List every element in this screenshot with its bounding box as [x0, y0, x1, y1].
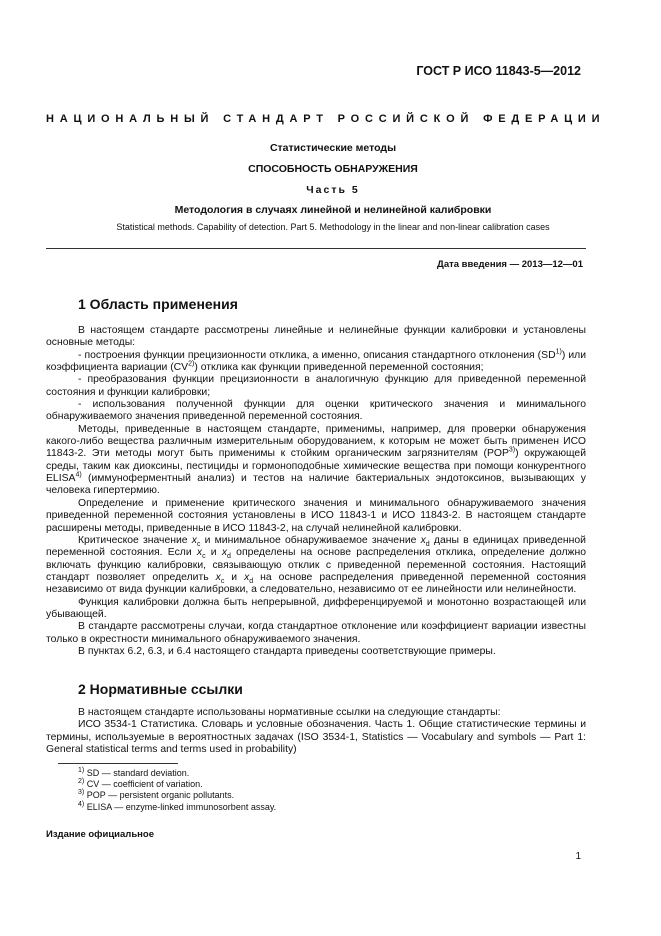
- national-standard-banner: НАЦИОНАЛЬНЫЙ СТАНДАРТ РОССИЙСКОЙ ФЕДЕРАЦИИ: [46, 113, 606, 125]
- footnote: $^{3)}$ POP — persistent organic pollutants.: [78, 789, 235, 801]
- standard-code: ГОСТ Р ИСО 11843-5—2012: [416, 64, 581, 78]
- paragraph: В настоящем стандарте рассмотрены линейные и нелинейные функции калибровки и установлены основные методы:: [46, 325, 586, 349]
- title-line-2: СПОСОБНОСТЬ ОБНАРУЖЕНИЯ: [248, 163, 418, 175]
- section-1-heading: 1 Область применения: [78, 296, 238, 312]
- footnote: $^{2)}$ CV — coefficient of variation.: [78, 778, 203, 790]
- footnotes: [78, 768, 276, 813]
- paragraph: Методы, приведенные в настоящем стандарте, применимы, например, для проверки обнаружения какого-либо вещества различным измерительным оборудованием, к которым не может быть применен ИСО 11843-2. Эти методы могут быть применимы к стойким органическим загрязнителям (POP$^{3)}$) окружающей среды, таким как диоксины, пестициды и гормоноподобные химические вещества при помощи конкурентного ELISA$^{4)}$ (иммуноферментный анализ) и тестов на наличие бактериальных эндотоксинов, вызывающих у человека гипертермию.: [46, 423, 586, 497]
- paragraph: В настоящем стандарте использованы нормативные ссылки на следующие стандарты:: [78, 707, 501, 718]
- title-part: Часть 5: [306, 184, 360, 196]
- footnote: $^{1)}$ SD — standard deviation.: [78, 767, 190, 778]
- section-2-body: [46, 707, 586, 756]
- page-number: 1: [575, 851, 581, 862]
- paragraph: Определение и применение критического значения и минимального обнаруживаемого значения приведенной переменной состояния установлены в ИСО 11843-1 и ИСО 11843-2. В настоящем стандарте расширены методы, приведенные в ИСО 11843-2, на случай нелинейной калибровки.: [46, 497, 586, 534]
- title-english: Statistical methods. Capability of detection. Part 5. Methodology in the linear and non-linear calibration cases: [116, 222, 550, 232]
- list-item: - построения функции прецизионности отклика, а именно, описания стандартного отклонения (SD$^{1)}$) или коэффициента вариации (CV$^{2)}$) отклика как функции приведенной переменной состояния;: [46, 348, 586, 374]
- divider: [46, 248, 586, 249]
- paragraph: Функция калибровки должна быть непрерывной, дифференцируемой и монотонно возрастающей или убывающей.: [46, 596, 586, 620]
- paragraph: В пунктах 6.2, 6.3, и 6.4 настоящего стандарта приведены соответствующие примеры.: [78, 645, 496, 657]
- edition-label: Издание официальное: [46, 829, 154, 840]
- paragraph: В стандарте рассмотрены случаи, когда стандартное отклонение или коэффициент вариации известны только в окрестности минимального обнаруживаемого значения.: [46, 621, 586, 645]
- section-2-heading: 2 Нормативные ссылки: [78, 681, 243, 697]
- footnote-divider: [58, 763, 178, 764]
- list-item: - использования полученной функции для оценки критического значения и минимального обнаруживаемого значения приведенной переменной состояния.: [46, 399, 586, 423]
- footnote: $^{4)}$ ELISA — enzyme-linked immunosorbent assay.: [78, 800, 277, 812]
- list-item: - преобразования функции прецизионности в аналогичную функцию для приведенной переменной состояния и функции калибровки;: [46, 374, 586, 398]
- title-line-1: Статистические методы: [269, 142, 397, 154]
- title-line-4: Методология в случаях линейной и нелинейной калибровки: [174, 204, 492, 216]
- paragraph: Критическое значение $x_c$ и минимальное обнаруживаемое значение $x_d$ даны в единицах приведенной переменной состояния. Если $x_c$ и $x_d$ определены на основе распределения отклика, определение должно включать функцию калибровки, связывающую отклик с приведенной переменной состояния. Настоящий стандарт позволяет определить $x_c$ и $x_d$ на основе распределения приведенной переменной состояния независимо от вида функции калибровки, а следовательно, независимо от ее линейности или нелинейности.: [46, 534, 586, 596]
- section-1-body: [46, 325, 586, 658]
- paragraph: ИСО 3534-1 Статистика. Словарь и условные обозначения. Часть 1. Общие статистические термины и термины, используемые в вероятностных задачах (ISO 3534-1, Statistics — Vocabulary and symbols — Part 1: General statistical terms and terms used in probability): [46, 719, 586, 756]
- introduction-date: Дата введения — 2013—12—01: [437, 259, 583, 270]
